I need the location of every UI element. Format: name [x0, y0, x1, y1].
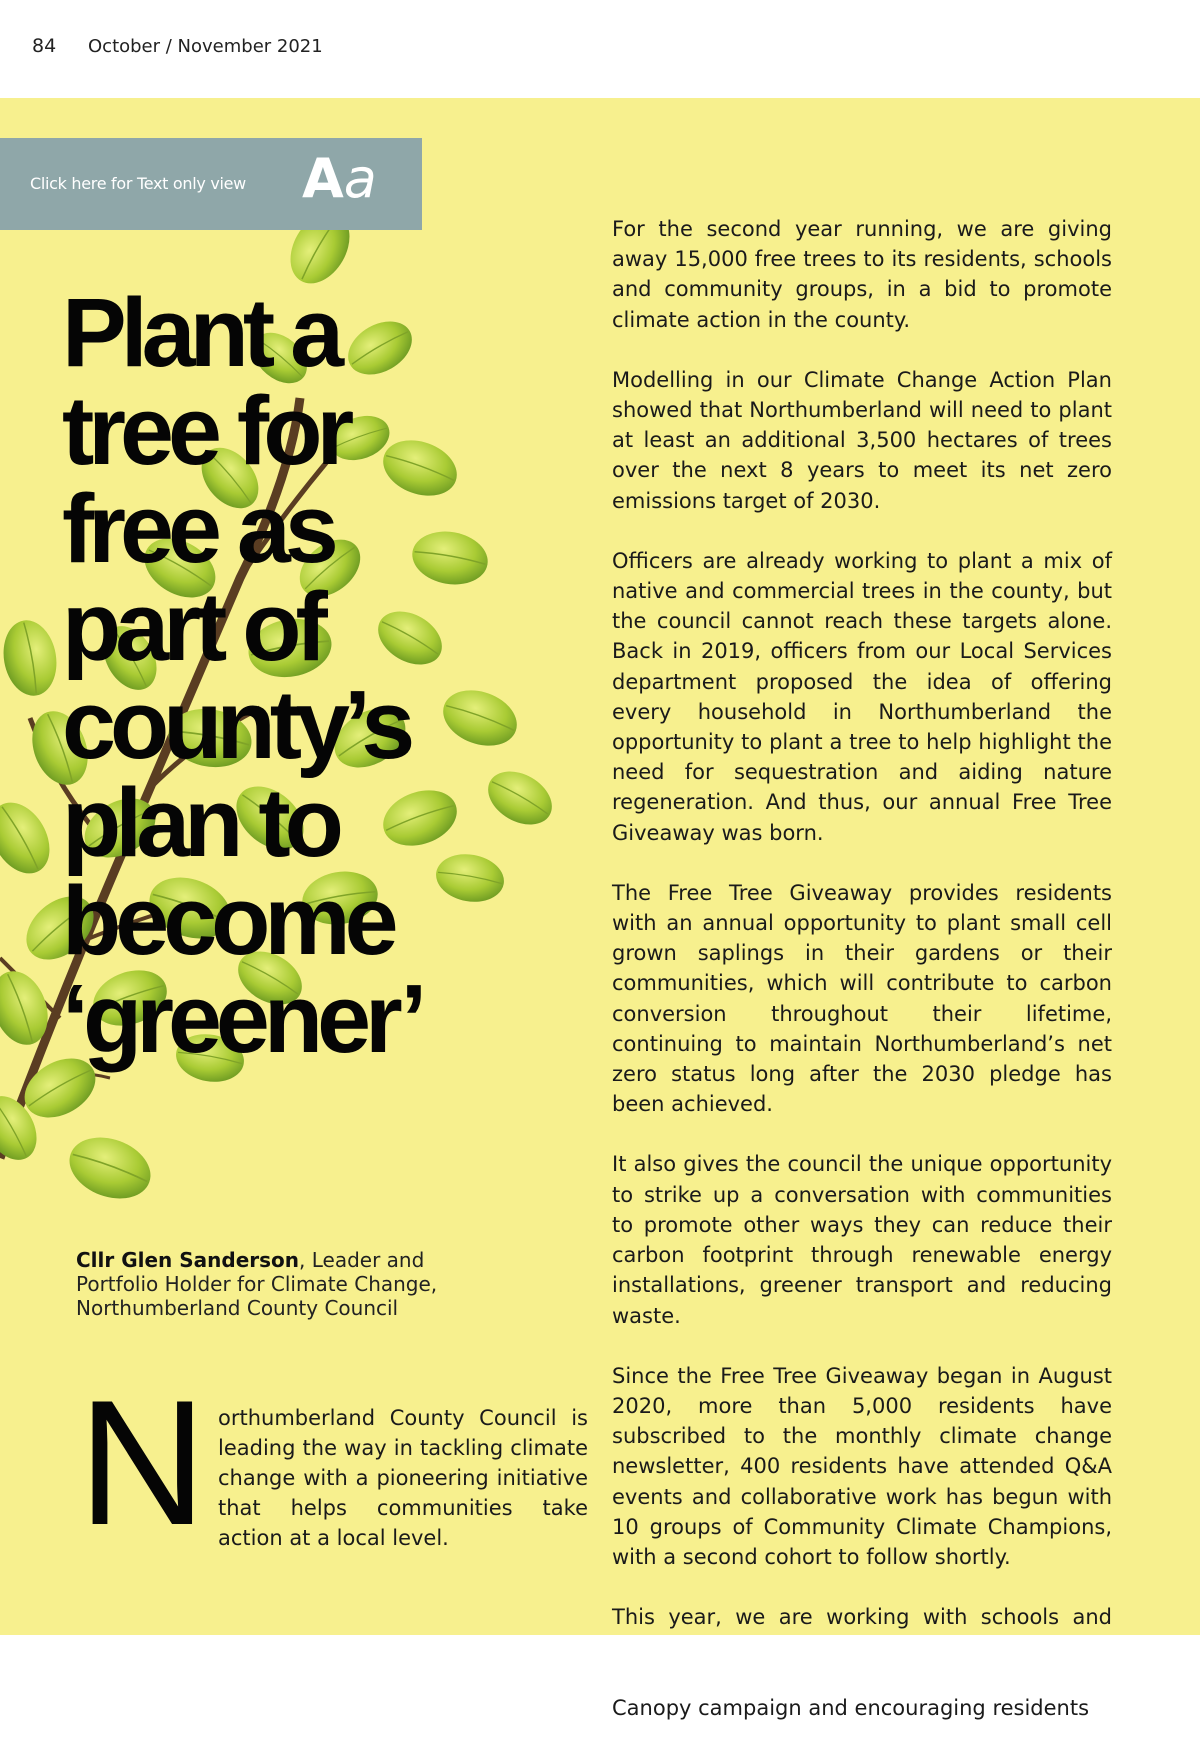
article-page	[0, 98, 1200, 1720]
text-only-view-label: Click here for Text only view	[30, 174, 246, 193]
headline-line: plan to	[62, 768, 338, 877]
drop-cap: N	[78, 1363, 197, 1562]
author-role: Portfolio Holder for Climate Change,	[76, 1272, 438, 1296]
page-header	[0, 0, 1200, 98]
headline-line: ‘greener’	[62, 964, 422, 1073]
headline-line: Plant a	[62, 278, 339, 387]
author-organisation: Northumberland County Council	[76, 1296, 399, 1320]
author-name: Cllr Glen Sanderson	[76, 1248, 300, 1272]
author-role: , Leader and	[299, 1248, 425, 1272]
body-paragraph: Modelling in our Climate Change Action Plan showed that Northumberland will need to plant at least an additional 3,500 hectares of trees over the next 8 years to meet its net zero emissions target of 2030.	[612, 367, 1112, 513]
headline-line: become	[62, 866, 393, 975]
body-paragraph: The Free Tree Giveaway provides residents with an annual opportunity to plant small cell grown saplings in their gardens or their communities, which will contribute to carbon conversion throughout their lifetime, continuing to maintain Northumberland’s net zero status long after the 2030 pledge has been achieved.	[612, 880, 1112, 1117]
intro-paragraph: orthumberland County Council is leading the way in tackling climate change with a pioneering initiative that helps communities take action at a local level.	[218, 1406, 588, 1550]
page-footer-margin	[0, 1635, 1200, 1696]
headline-line: county’s	[62, 670, 410, 779]
issue-date: October / November 2021	[88, 36, 323, 57]
headline-line: free as	[62, 474, 333, 583]
page-number: 84	[32, 35, 57, 57]
text-size-icon: Aa	[302, 147, 377, 210]
author-byline	[76, 1248, 496, 1320]
text-only-view-button[interactable]	[0, 138, 422, 230]
article-body	[612, 214, 1112, 1753]
body-paragraph: For the second year running, we are giving away 15,000 free trees to its residents, schools and community groups, in a bid to promote climate action in the county.	[612, 217, 1112, 332]
body-paragraph: Officers are already working to plant a mix of native and commercial trees in the county, but the council cannot reach these targets alone. Back in 2019, officers from our Local Services department proposed the idea of offering every household in Northumberland the opportunity to plant a tree to help highlight the need for sequestration and aiding nature regeneration. And thus, our annual Free Tree Giveaway was born.	[612, 548, 1112, 845]
body-paragraph: Since the Free Tree Giveaway began in August 2020, more than 5,000 residents have subscribed to the monthly climate change newsletter, 400 residents have attended Q&A events and collaborative work has begun with 10 groups of Community Climate Champions, with a second cohort to follow shortly.	[612, 1363, 1112, 1569]
article-headline	[62, 278, 502, 1073]
headline-line: tree for	[62, 376, 349, 485]
headline-line: part of	[62, 572, 322, 681]
body-paragraph: This year, we are working with schools and Canopy campaign and encouraging residents	[612, 1605, 1112, 1720]
body-paragraph: It also gives the council the unique opportunity to strike up a conversation with communities to promote other ways they can reduce their carbon footprint through renewable energy installations, greener transport and reducing waste.	[612, 1152, 1112, 1328]
